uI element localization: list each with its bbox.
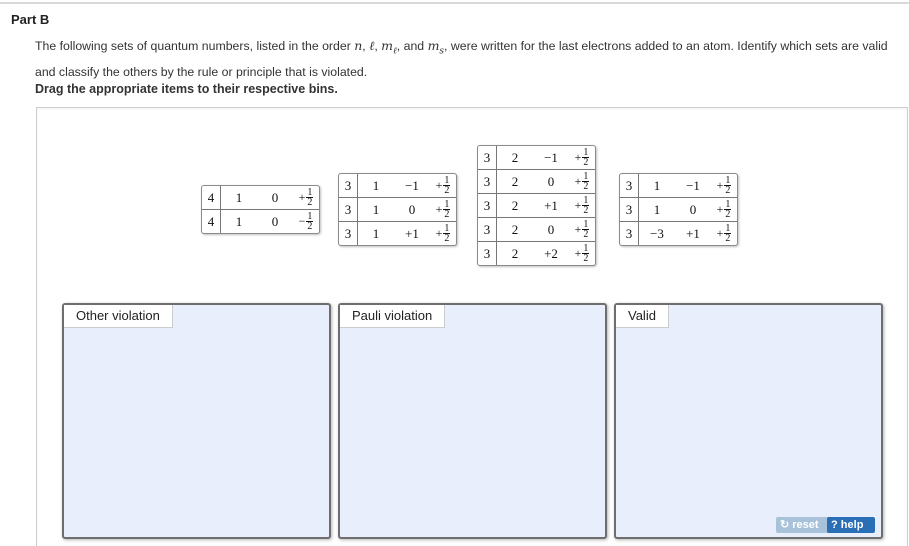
- ms-sign: +: [574, 150, 582, 164]
- description-sep: , and: [396, 39, 428, 53]
- part-title: Part B: [11, 12, 50, 27]
- n-value: 3: [478, 242, 497, 265]
- ms-denominator: 2: [583, 181, 589, 192]
- ms-numerator: 1: [583, 171, 589, 182]
- quantum-number-row: [339, 197, 456, 221]
- ms-denominator: 2: [725, 185, 731, 196]
- l-value: 1: [372, 225, 380, 241]
- ms-sign: +: [716, 178, 724, 192]
- draggable-item-quantum-set-3[interactable]: [477, 145, 596, 266]
- ms-fraction: [724, 224, 731, 243]
- ms-value: [711, 200, 737, 219]
- ms-fraction: [443, 224, 450, 243]
- l-value: 1: [235, 213, 243, 229]
- n-value: 3: [339, 198, 358, 221]
- ms-value: [430, 176, 456, 195]
- draggable-item-quantum-set-4[interactable]: [619, 173, 738, 246]
- ml-value: +1: [405, 225, 419, 241]
- n-value: 3: [339, 174, 358, 197]
- bin-label: Other violation: [64, 305, 173, 328]
- ms-sign: +: [574, 174, 582, 188]
- bin-other-violation[interactable]: [62, 303, 331, 539]
- l-value: 2: [511, 149, 519, 165]
- ms-numerator: 1: [583, 147, 589, 158]
- ms-value: [569, 196, 595, 215]
- ms-value: [569, 220, 595, 239]
- ms-sign: +: [435, 226, 443, 240]
- quantum-number-row: [339, 174, 456, 197]
- ms-sign: +: [716, 202, 724, 216]
- n-value: 4: [202, 210, 221, 233]
- n-value: 3: [478, 170, 497, 193]
- ms-sign: +: [435, 178, 443, 192]
- symbol-n: n: [354, 38, 363, 53]
- ms-numerator: 1: [444, 175, 450, 186]
- quantum-number-row: [478, 241, 595, 265]
- ms-fraction: [582, 172, 589, 191]
- ms-fraction: [306, 212, 313, 231]
- help-label: help: [840, 519, 864, 531]
- ms-value: [711, 224, 737, 243]
- ms-fraction: [582, 148, 589, 167]
- l-value: 2: [511, 245, 519, 261]
- ms-denominator: 2: [583, 229, 589, 240]
- n-value: 4: [202, 186, 221, 209]
- ms-denominator: 2: [444, 233, 450, 244]
- quantum-number-row: [478, 169, 595, 193]
- l-value: 1: [372, 177, 380, 193]
- bin-label: Pauli violation: [340, 305, 445, 328]
- description-tail: , were written for the last electrons added to an atom. Identify which sets are valid and classify the others by the rule or principle that is violated.: [35, 39, 888, 79]
- ml-value: +1: [544, 197, 558, 213]
- ml-value: 0: [547, 173, 555, 189]
- l-value: 2: [511, 173, 519, 189]
- ms-value: [430, 224, 456, 243]
- draggable-item-quantum-set-1[interactable]: [201, 185, 320, 234]
- ms-numerator: 1: [725, 199, 731, 210]
- ms-value: [569, 172, 595, 191]
- bin-valid[interactable]: [614, 303, 883, 539]
- l-value: 1: [653, 177, 661, 193]
- ml-value: +1: [686, 225, 700, 241]
- ms-denominator: 2: [725, 233, 731, 244]
- quantum-number-row: [202, 209, 319, 233]
- l-value: −3: [650, 225, 664, 241]
- ms-numerator: 1: [444, 199, 450, 210]
- ms-sign: +: [435, 202, 443, 216]
- quantum-number-row: [620, 174, 737, 197]
- ms-value: [569, 244, 595, 263]
- ms-value: [293, 188, 319, 207]
- ml-value: 0: [408, 201, 416, 217]
- ms-value: [430, 200, 456, 219]
- symbol-ml: $m_\ell$: [381, 38, 397, 57]
- ms-fraction: [724, 200, 731, 219]
- ml-value: 0: [689, 201, 697, 217]
- n-value: 3: [620, 198, 639, 221]
- quantum-number-row: [478, 217, 595, 241]
- ms-fraction: [582, 244, 589, 263]
- top-divider: [0, 2, 909, 4]
- n-value: 3: [478, 218, 497, 241]
- ml-value: −1: [405, 177, 419, 193]
- ms-fraction: [443, 200, 450, 219]
- quantum-number-row: [339, 221, 456, 245]
- l-value: 2: [511, 197, 519, 213]
- ms-fraction: [724, 176, 731, 195]
- l-value: 1: [372, 201, 380, 217]
- ms-denominator: 2: [444, 209, 450, 220]
- ms-numerator: 1: [725, 223, 731, 234]
- l-value: 1: [653, 201, 661, 217]
- ml-value: −1: [544, 149, 558, 165]
- ms-sign: −: [298, 214, 306, 228]
- instruction: Drag the appropriate items to their respective bins.: [35, 82, 338, 96]
- ml-value: 0: [271, 213, 279, 229]
- ms-sign: +: [574, 222, 582, 236]
- n-value: 3: [478, 146, 497, 169]
- ms-value: [569, 148, 595, 167]
- n-value: 3: [478, 194, 497, 217]
- ms-numerator: 1: [583, 243, 589, 254]
- question-description: [35, 36, 905, 82]
- ms-sign: +: [574, 198, 582, 212]
- ms-sign: +: [298, 190, 306, 204]
- ms-denominator: 2: [583, 205, 589, 216]
- help-icon: ?: [831, 519, 838, 531]
- l-value: 1: [235, 189, 243, 205]
- ms-denominator: 2: [444, 185, 450, 196]
- quantum-number-row: [620, 221, 737, 245]
- help-button[interactable]: [827, 517, 875, 533]
- ms-value: [293, 212, 319, 231]
- draggable-item-quantum-set-2[interactable]: [338, 173, 457, 246]
- quantum-number-row: [478, 193, 595, 217]
- ms-denominator: 2: [583, 157, 589, 168]
- ml-value: 0: [547, 221, 555, 237]
- quantum-number-row: [478, 146, 595, 169]
- description-lead: The following sets of quantum numbers, listed in the order: [35, 39, 355, 53]
- ms-denominator: 2: [583, 253, 589, 264]
- description-sep: ,: [374, 39, 382, 53]
- ms-denominator: 2: [307, 221, 313, 232]
- symbol-ms: $m_s$: [427, 38, 445, 57]
- ml-value: +2: [544, 245, 558, 261]
- bin-label: Valid: [616, 305, 669, 328]
- ms-numerator: 1: [583, 219, 589, 230]
- ms-sign: +: [574, 246, 582, 260]
- l-value: 2: [511, 221, 519, 237]
- n-value: 3: [620, 174, 639, 197]
- ms-denominator: 2: [307, 197, 313, 208]
- symbol-l: ℓ: [369, 38, 375, 53]
- ms-fraction: [443, 176, 450, 195]
- ms-fraction: [306, 188, 313, 207]
- ms-fraction: [582, 196, 589, 215]
- reset-icon: ↻: [780, 519, 790, 531]
- bin-pauli-violation[interactable]: [338, 303, 607, 539]
- n-value: 3: [620, 222, 639, 245]
- ml-value: 0: [271, 189, 279, 205]
- quantum-number-row: [202, 186, 319, 209]
- description-sep: ,: [362, 39, 370, 53]
- reset-button[interactable]: [776, 517, 830, 533]
- ms-numerator: 1: [583, 195, 589, 206]
- ms-numerator: 1: [307, 211, 313, 222]
- n-value: 3: [339, 222, 358, 245]
- ms-fraction: [582, 220, 589, 239]
- ms-value: [711, 176, 737, 195]
- ms-sign: +: [716, 226, 724, 240]
- ms-numerator: 1: [444, 223, 450, 234]
- quantum-number-row: [620, 197, 737, 221]
- reset-label: reset: [792, 519, 819, 531]
- ms-numerator: 1: [725, 175, 731, 186]
- ms-numerator: 1: [307, 187, 313, 198]
- ml-value: −1: [686, 177, 700, 193]
- ms-denominator: 2: [725, 209, 731, 220]
